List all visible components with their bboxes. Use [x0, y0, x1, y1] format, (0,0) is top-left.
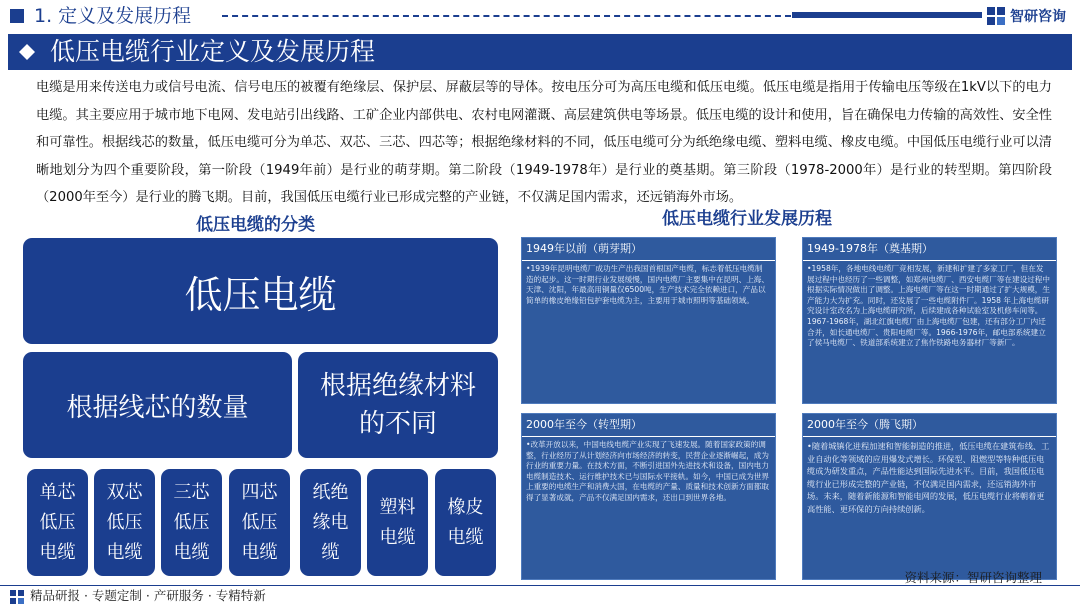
history-card-body: •1939年昆明电缆厂成功生产出我国首根国产电缆，标志着低压电缆制造的起步。这一时期行业发展缓慢，国内电缆厂主要集中在昆明、上海、天津、沈阳，年最高用铜量仅6500吨，生产技术完全依赖进口，产品以简单的橡皮绝缘铅包护套电缆为主，主要用于城市照明等基础领域。 — [526, 264, 769, 305]
source-note: 资料来源：智研咨询整理 — [904, 570, 1042, 585]
header-accent-bar — [792, 12, 982, 18]
history-heading: 低压电缆行业发展历程 — [662, 209, 832, 229]
brand-name: 智研咨询 — [1010, 9, 1066, 25]
history-card-body: •随着城镇化进程加速和智能制造的推进，低压电缆在建筑布线、工业自动化等领域的应用爆发式增长。环保型、阻燃型等特种低压电缆成为研发重点，产品性能达到国际先进水平。目前，我国低压电缆行业已形成完整的产业链，不仅满足国内需求，还远销海外市场。未来，随着新能源和智能电网的发展，低压电缆行业将朝着更高性能、更环保的方向持续创新。 — [807, 441, 1050, 514]
history-card-title: 1949-1978年（奠基期） — [807, 242, 933, 255]
footer-text: 精品研报 · 专题定制 · 产研服务 · 专精特新 — [30, 588, 266, 603]
history-card-divider — [522, 260, 775, 261]
class-leaf-paper-insulated: 纸绝缘电缆 — [300, 469, 361, 576]
section-marker — [10, 9, 24, 23]
brand-logo-icon — [986, 6, 1006, 26]
history-card-divider — [803, 436, 1056, 437]
class-leaf-dual-core: 双芯低压电缆 — [94, 469, 155, 576]
class-leaf-rubber: 橡皮电缆 — [435, 469, 496, 576]
history-card-body: •1958年，各地电线电缆厂竞相发展，新建和扩建了多家工厂，但在发展过程中也经历了一些调整，如郑州电缆厂、西安电缆厂等在建设过程中根据实际情况做出了调整。上海电缆厂等在这一时期通过了扩大规模，生产能力大为扩充。同时，还发展了一些电缆附件厂。1958 年上海电缆研究设计室改名为上海电缆研究所，后续建成各种试验室及机修车间等。1967-1968年，湖北红旗电缆厂由上海电缆厂包建，还有部分工厂内迁合并，如长通电缆厂、贵阳电缆厂等。1966-1976年，邮电部系统建立了侯马电缆厂、铁道部系统建立了焦作铁路电务器材厂等新厂。 — [807, 264, 1050, 348]
history-card-title: 2000年至今（转型期） — [526, 418, 642, 431]
footer — [0, 585, 1080, 606]
title-bar — [8, 34, 1072, 70]
top-bar — [0, 0, 1080, 32]
history-card-takeoff — [802, 413, 1057, 580]
history-card-title: 2000年至今（腾飞期） — [807, 418, 923, 431]
class-by-insulation: 根据绝缘材料的不同 — [298, 352, 498, 458]
classification-heading: 低压电缆的分类 — [196, 215, 315, 235]
class-leaf-four-core: 四芯低压电缆 — [229, 469, 290, 576]
history-card-divider — [522, 436, 775, 437]
page-title: 低压电缆行业定义及发展历程 — [50, 37, 376, 66]
class-by-core: 根据线芯的数量 — [23, 352, 292, 458]
intro-paragraph: 电缆是用来传送电力或信号电流、信号电压的被覆有绝缘层、保护层、屏蔽层等的导体。按电压分可为高压电缆和低压电缆。低压电缆是指用于传输电压等级在1kV以下的电力电缆。其主要应用于城市地下电网、发电站引出线路、工矿企业内部供电、农村电网灌溉、高层建筑供电等场景。低压电缆的设计和使用，旨在确保电力传输的高效性、安全性和可靠性。根据线芯的数量，低压电缆可分为单芯、双芯、三芯、四芯等；根据绝缘材料的不同，低压电缆可分为纸绝缘电缆、塑料电缆、橡皮电缆。中国低压电缆行业可以清晰地划分为四个重要阶段，第一阶段（1949年前）是行业的萌芽期。第二阶段（1949-1978年）是行业的奠基期。第三阶段（1978-2000年）是行业的转型期。第四阶段（2000年至今）是行业的腾飞期。目前，我国低压电缆行业已形成完整的产业链，不仅满足国内需求，还远销海外市场。 — [36, 80, 1052, 205]
history-card-sprout — [521, 237, 776, 404]
footer-logo-icon — [10, 590, 24, 604]
section-title: 1. 定义及发展历程 — [34, 5, 192, 27]
history-card-body: •改革开放以来，中国电线电缆产业实现了飞速发展。随着国家政策的调整，行业经历了从计划经济向市场经济的转变，民营企业逐渐崛起，成为行业的重要力量。在技术方面，不断引进国外先进技术和设备，国内电力电缆制造技术、运行维护技术已与国际水平接轨。如今，中国已成为世界上重要的电缆生产和消费大国，在电缆的产量、质量和技术创新方面都取得了显著成就，产品不仅满足国内需求，还出口到世界各地。 — [526, 440, 769, 502]
class-leaf-single-core: 单芯低压电缆 — [27, 469, 88, 576]
history-card-transition — [521, 413, 776, 580]
brand — [986, 5, 1066, 27]
class-root: 低压电缆 — [23, 238, 498, 344]
class-leaf-three-core: 三芯低压电缆 — [161, 469, 222, 576]
diamond-icon — [18, 43, 36, 61]
class-leaf-plastic: 塑料电缆 — [367, 469, 428, 576]
history-card-divider — [803, 260, 1056, 261]
history-card-foundation — [802, 237, 1057, 404]
history-card-title: 1949年以前（萌芽期） — [526, 242, 642, 255]
